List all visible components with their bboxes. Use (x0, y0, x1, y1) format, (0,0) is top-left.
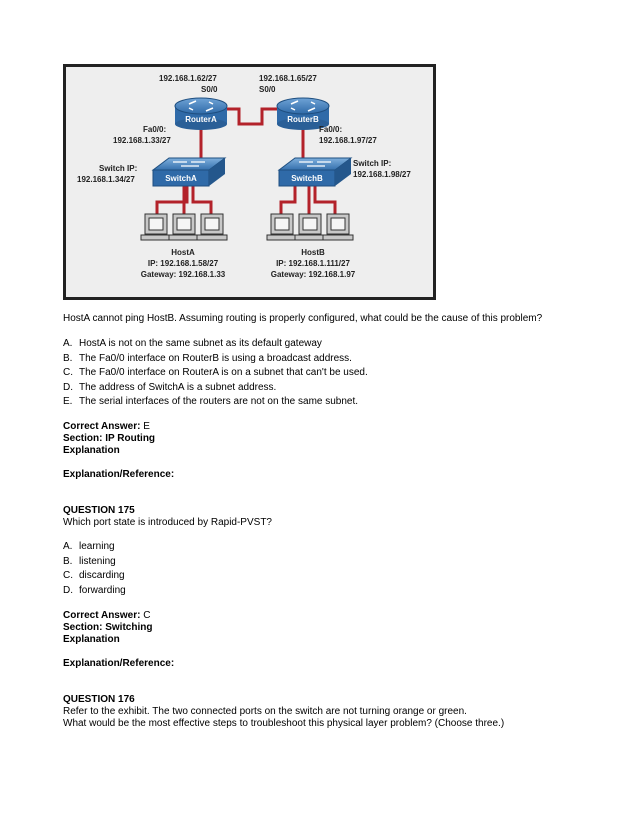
switchb-ip-label: Switch IP: (353, 159, 392, 168)
routerb-s0: S0/0 (259, 85, 276, 94)
option-letter: E. (63, 396, 73, 407)
routerb-fa: Fa0/0: (319, 125, 343, 134)
q174-option-a[interactable] (63, 338, 322, 350)
answer-value: C (143, 610, 151, 621)
option-text: The Fa0/0 interface on RouterA is on a subnet that can't be used. (79, 367, 368, 378)
q176-title: QUESTION 176 (63, 694, 135, 705)
routerb-label: RouterB (287, 115, 319, 124)
hosta-ip: IP: 192.168.1.58/27 (147, 259, 219, 268)
q175-section: Section: Switching (63, 622, 153, 633)
network-exhibit (63, 64, 436, 300)
routerb-s0-ip: 192.168.1.65/27 (259, 74, 317, 83)
switcha-ip: 192.168.1.34/27 (77, 175, 135, 184)
answer-label: Correct Answer: (63, 610, 141, 621)
q175-correct-answer (63, 610, 150, 622)
option-text: discarding (79, 570, 125, 581)
routera-fa: Fa0/0: (143, 125, 167, 134)
q176-line1: Refer to the exhibit. The two connected ports on the switch are not turning orange or green. (63, 706, 467, 717)
q175-question: Which port state is introduced by Rapid-PVST? (63, 517, 272, 528)
q175-explanation-reference: Explanation/Reference: (63, 658, 175, 669)
option-text: listening (79, 556, 116, 567)
option-letter: D. (63, 585, 73, 596)
hostb-label: HostB (301, 248, 325, 257)
routera-label: RouterA (185, 115, 217, 124)
hostb-pcs-icon (267, 214, 353, 240)
option-letter: A. (63, 541, 73, 552)
switcha-ip-label: Switch IP: (99, 164, 138, 173)
hosta-pcs-icon (141, 214, 227, 240)
switchb-ip: 192.168.1.98/27 (353, 170, 411, 179)
answer-label: Correct Answer: (63, 421, 141, 432)
routera-icon (175, 98, 227, 130)
q175-title: QUESTION 175 (63, 505, 135, 516)
q174-correct-answer (63, 421, 150, 433)
option-text: forwarding (79, 585, 126, 596)
option-text: The Fa0/0 interface on RouterB is using a broadcast address. (79, 353, 352, 364)
option-text: The serial interfaces of the routers are not on the same subnet. (79, 396, 359, 407)
q175-option-b[interactable] (63, 556, 116, 568)
option-letter: C. (63, 570, 73, 581)
q174-option-c[interactable] (63, 367, 368, 379)
q175-option-c[interactable] (63, 570, 125, 582)
q174-option-d[interactable] (63, 382, 276, 394)
option-letter: A. (63, 338, 73, 349)
switcha-label: SwitchA (165, 174, 197, 183)
q174-explanation: Explanation (63, 445, 120, 456)
option-letter: C. (63, 367, 73, 378)
q174-option-b[interactable] (63, 353, 352, 365)
switchb-label: SwitchB (291, 174, 323, 183)
option-text: HostA is not on the same subnet as its default gateway (79, 338, 322, 349)
q176-line2: What would be the most effective steps to troubleshoot this physical layer problem? (Choose three.) (63, 718, 505, 729)
option-letter: D. (63, 382, 73, 393)
routera-s0-ip: 192.168.1.62/27 (159, 74, 217, 83)
answer-value: E (143, 421, 150, 432)
q175-option-a[interactable] (63, 541, 115, 553)
q175-option-d[interactable] (63, 585, 126, 597)
q174-explanation-reference: Explanation/Reference: (63, 469, 175, 480)
hostb-gateway: Gateway: 192.168.1.97 (270, 270, 356, 279)
routera-fa-ip: 192.168.1.33/27 (113, 136, 171, 145)
routerb-fa-ip: 192.168.1.97/27 (319, 136, 377, 145)
q174-question: HostA cannot ping HostB. Assuming routing is properly configured, what could be the cause of this problem? (63, 313, 543, 324)
option-letter: B. (63, 353, 73, 364)
option-letter: B. (63, 556, 73, 567)
routera-s0: S0/0 (201, 85, 218, 94)
option-text: The address of SwitchA is a subnet address. (79, 382, 277, 393)
hosta-label: HostA (171, 248, 195, 257)
hostb-ip: IP: 192.168.1.111/27 (276, 259, 350, 268)
hosta-gateway: Gateway: 192.168.1.33 (140, 270, 226, 279)
q174-option-e[interactable] (63, 396, 358, 408)
q175-explanation: Explanation (63, 634, 120, 645)
q174-section: Section: IP Routing (63, 433, 156, 444)
option-text: learning (79, 541, 115, 552)
